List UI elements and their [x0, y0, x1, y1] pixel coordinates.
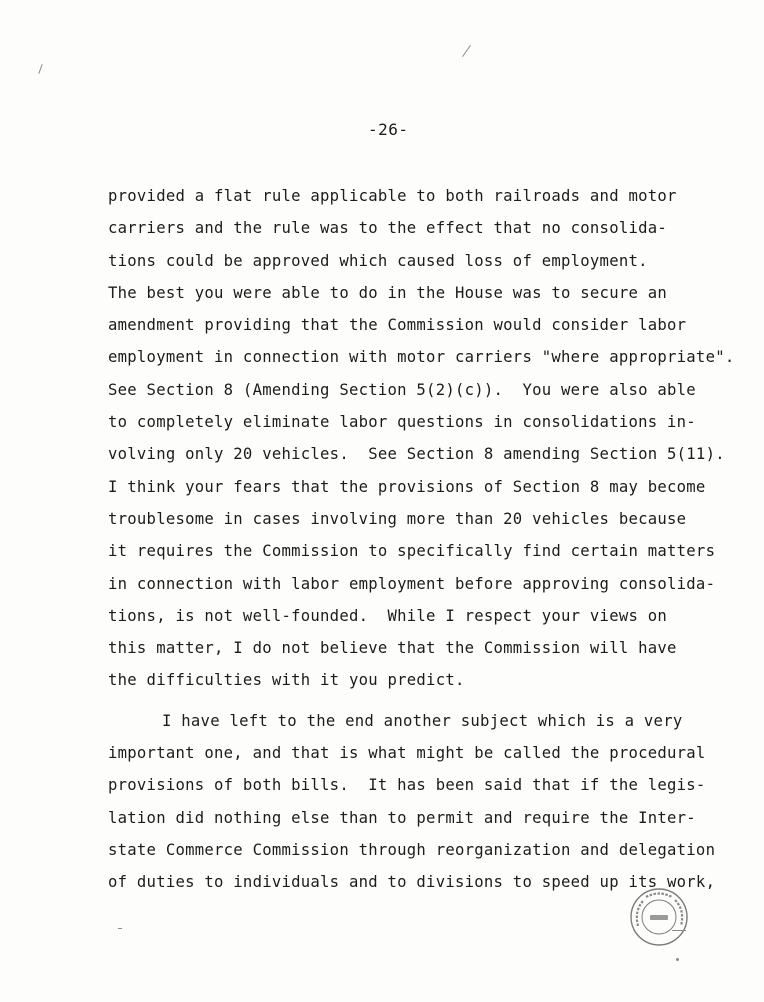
text-line: to completely eliminate labor questions in consolidations in-: [108, 413, 696, 432]
text-line: troublesome in cases involving more than 20 vehicles because: [108, 509, 687, 528]
scan-mark: [676, 958, 679, 961]
text-line: lation did nothing else than to permit and require the Inter-: [108, 808, 696, 827]
text-line: employment in connection with motor carriers "where appropriate".: [108, 348, 735, 367]
text-line: amendment providing that the Commission would consider labor: [108, 316, 687, 335]
text-line: of duties to individuals and to divisions to speed up its work,: [108, 873, 716, 892]
text-line: volving only 20 vehicles. See Section 8 amending Section 5(11).: [108, 445, 725, 464]
text-line: it requires the Commission to specifically find certain matters: [108, 542, 716, 561]
paragraph-2: [108, 705, 738, 899]
text-line: in connection with labor employment before approving consolida-: [108, 574, 716, 593]
text-line: The best you were able to do in the House was to secure an: [108, 283, 668, 302]
truman-library-stamp: [628, 886, 690, 948]
text-line: tions could be approved which caused loss of employment.: [108, 251, 648, 270]
text-line: carriers and the rule was to the effect that no consolida-: [108, 219, 668, 238]
typed-letter-body: [108, 180, 738, 899]
paragraph-1: [108, 180, 738, 697]
text-line: I have left to the end another subject which is a very: [162, 711, 683, 730]
scan-mark: [462, 45, 471, 57]
text-line: tions, is not well-founded. While I respect your views on: [108, 606, 668, 625]
text-line: this matter, I do not believe that the Commission will have: [108, 639, 677, 658]
page-number: -26-: [368, 120, 409, 139]
scan-mark: [38, 64, 42, 74]
text-line: provisions of both bills. It has been said that if the legis-: [108, 776, 706, 795]
text-line: important one, and that is what might be called the procedural: [108, 744, 706, 763]
paragraph-spacer: [108, 697, 738, 705]
scan-mark: [672, 930, 686, 931]
scan-mark: [118, 928, 122, 929]
text-line: provided a flat rule applicable to both railroads and motor: [108, 187, 677, 205]
text-line: the difficulties with it you predict.: [108, 671, 465, 690]
text-line: state Commerce Commission through reorganization and delegation: [108, 840, 716, 859]
text-line: I think your fears that the provisions of Section 8 may become: [108, 477, 706, 496]
text-line: See Section 8 (Amending Section 5(2)(c)). You were also able: [108, 380, 696, 399]
